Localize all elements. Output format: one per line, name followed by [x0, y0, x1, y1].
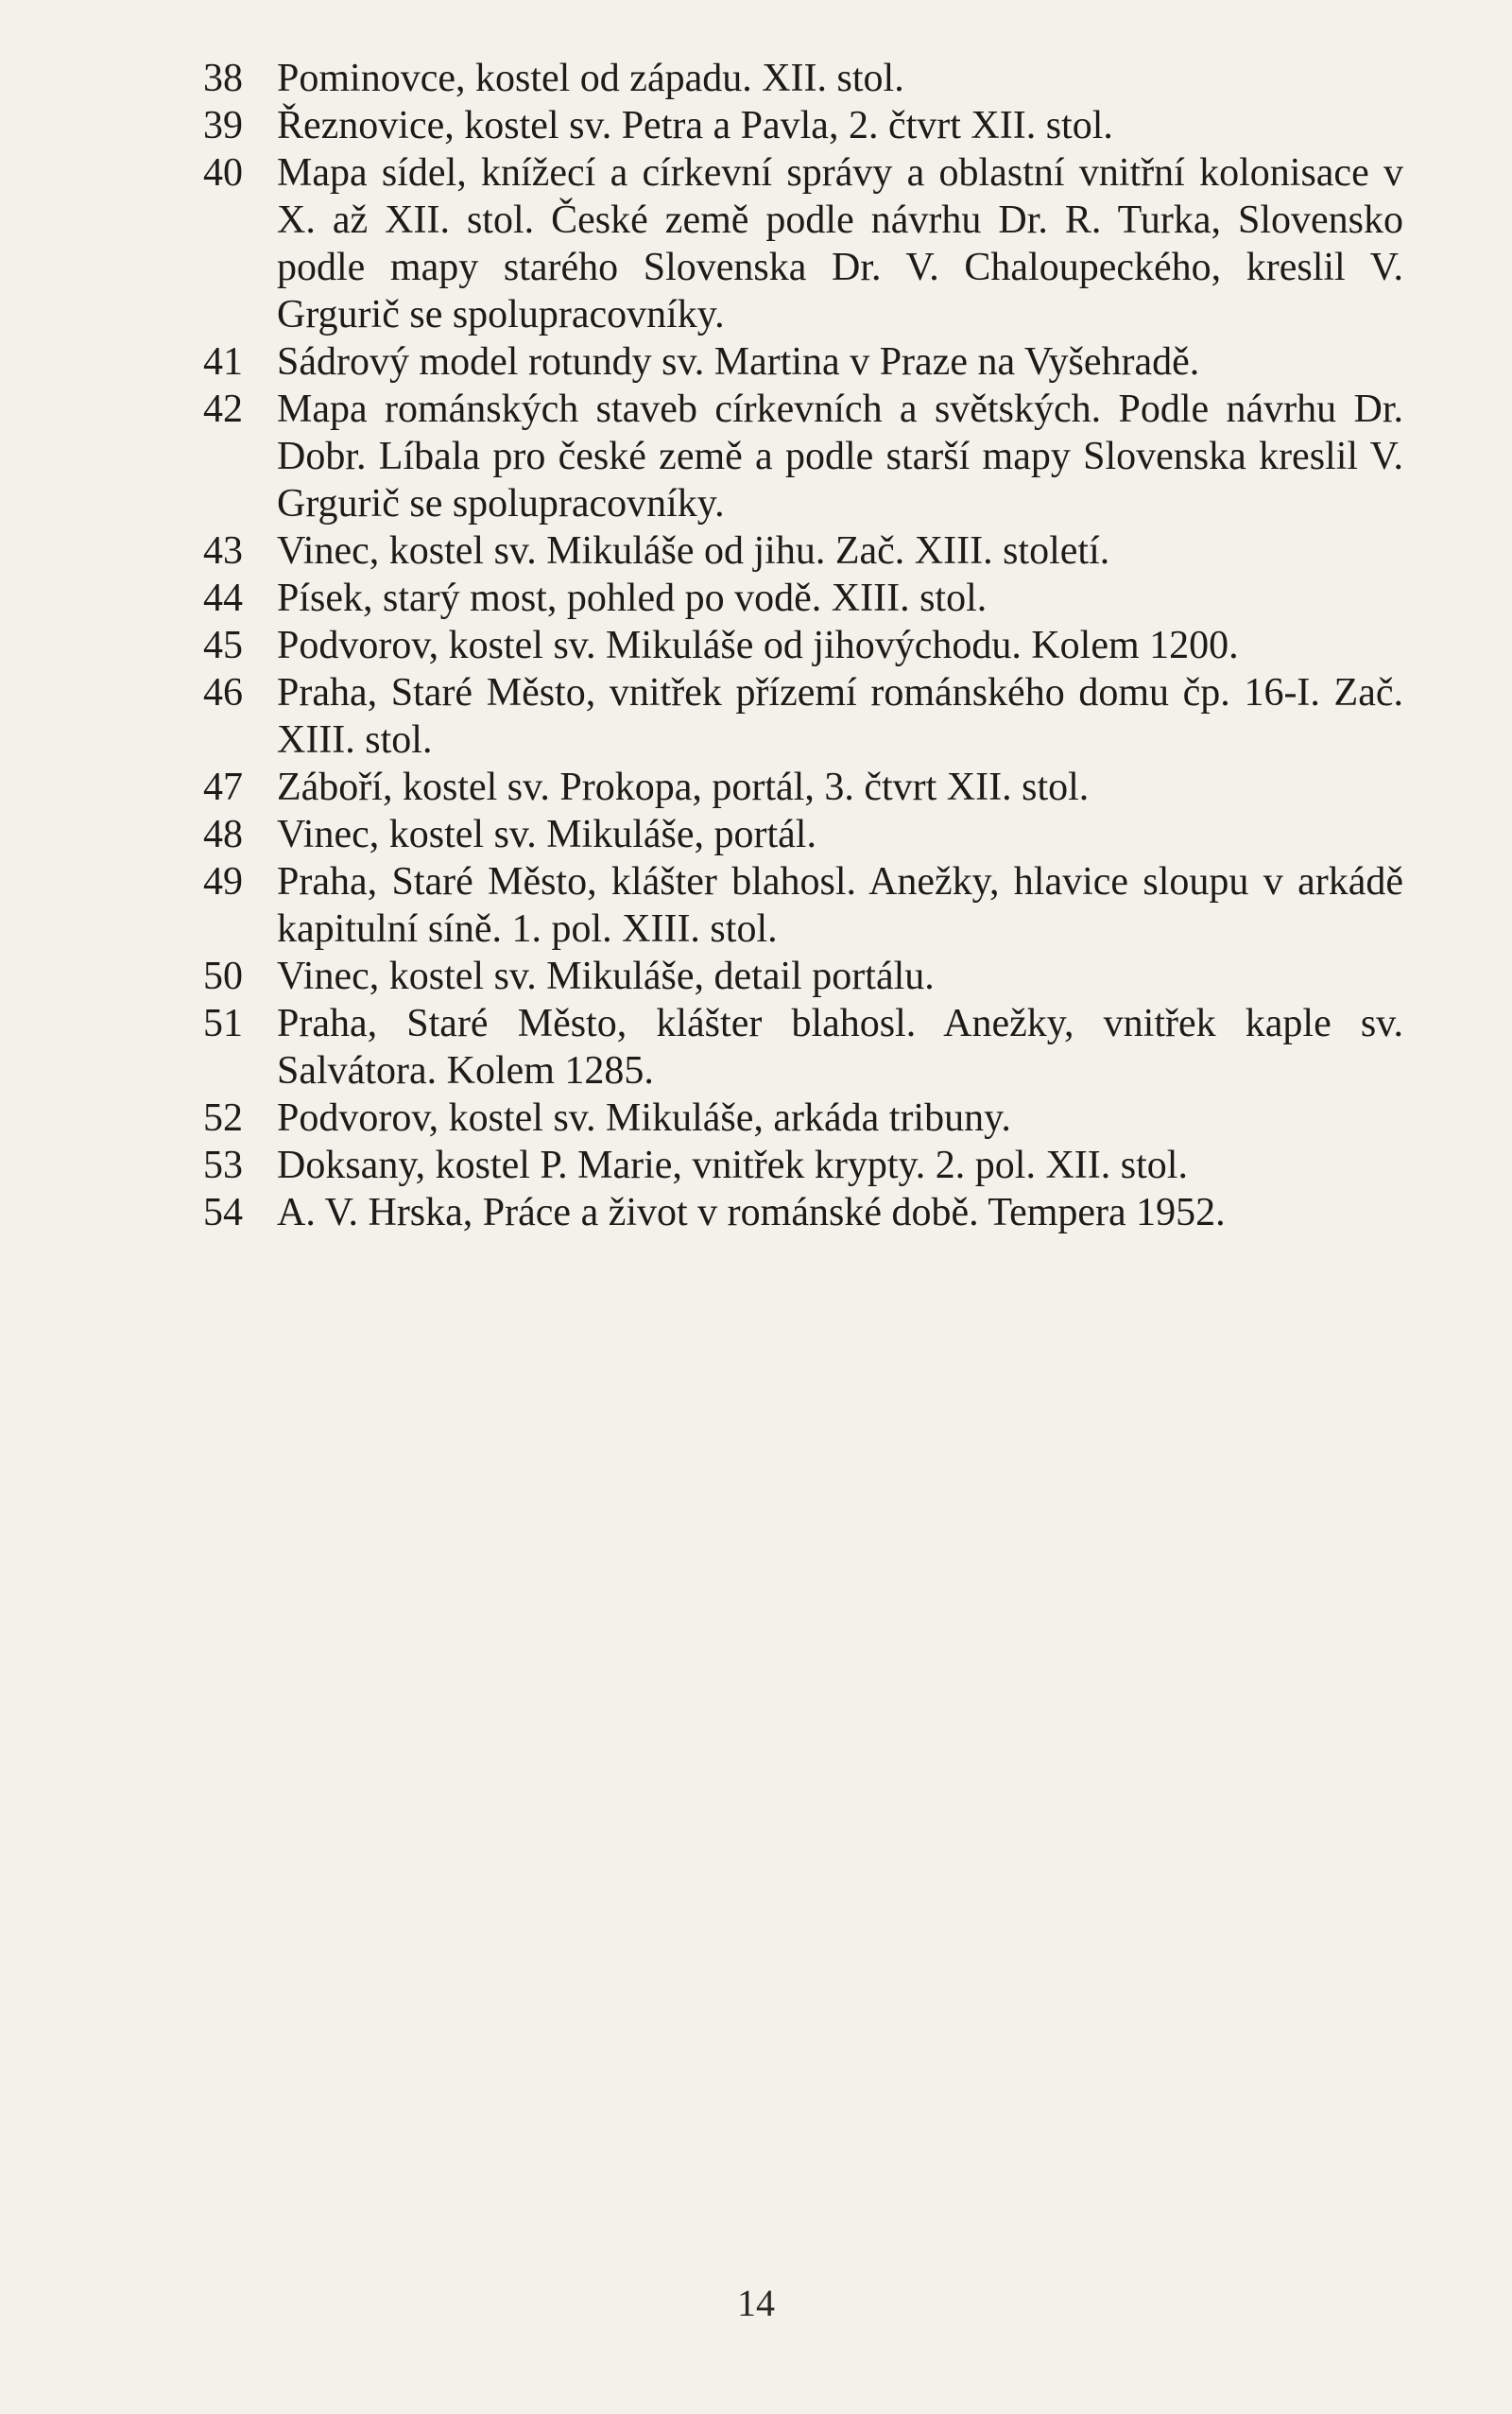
list-item — [203, 669, 1403, 764]
entry-number: 52 — [203, 1096, 243, 1140]
entry-number: 45 — [203, 624, 243, 667]
list-item — [203, 858, 1403, 953]
list-item — [203, 622, 1403, 669]
entry-text: Praha, Staré Město, vnitřek přízemí románského domu čp. 16-I. Zač. XIII. stol. — [277, 671, 1403, 762]
list-item — [203, 1189, 1403, 1236]
entry-number: 48 — [203, 813, 243, 856]
entry-text: Podvorov, kostel sv. Mikuláše, arkáda tribuny. — [277, 1096, 1011, 1140]
entry-text: A. V. Hrska, Práce a život v románské době. Tempera 1952. — [277, 1191, 1226, 1234]
entry-text: Vinec, kostel sv. Mikuláše, detail portálu. — [277, 955, 935, 998]
list-item — [203, 1000, 1403, 1095]
entry-number: 38 — [203, 57, 243, 100]
list-item — [203, 55, 1403, 102]
list-item — [203, 338, 1403, 386]
entry-text: Vinec, kostel sv. Mikuláše, portál. — [277, 813, 816, 856]
list-item — [203, 386, 1403, 527]
entry-text: Sádrový model rotundy sv. Martina v Praze na Vyšehradě. — [277, 340, 1200, 384]
list-item — [203, 764, 1403, 811]
list-item — [203, 527, 1403, 575]
entry-number: 46 — [203, 671, 243, 715]
entry-text: Praha, Staré Město, klášter blahosl. Anežky, hlavice sloupu v arkádě kapitulní síně. 1. pol. XIII. stol. — [277, 860, 1403, 951]
entry-text: Mapa sídel, knížecí a církevní správy a oblastní vnitřní kolonisace v X. až XII. stol. České země podle návrhu Dr. R. Turka, Slovensko podle mapy starého Slovenska Dr. V. Chaloupeckého, kreslil V. Grgurič se spolupracovníky. — [277, 151, 1403, 336]
entry-number: 39 — [203, 104, 243, 147]
entry-number: 41 — [203, 340, 243, 384]
entry-number: 47 — [203, 766, 243, 809]
entry-text: Řeznovice, kostel sv. Petra a Pavla, 2. čtvrt XII. stol. — [277, 104, 1113, 147]
page-number: 14 — [737, 2282, 775, 2324]
entry-text: Doksany, kostel P. Marie, vnitřek krypty. 2. pol. XII. stol. — [277, 1144, 1188, 1187]
entry-text: Záboří, kostel sv. Prokopa, portál, 3. čtvrt XII. stol. — [277, 766, 1090, 809]
list-item — [203, 575, 1403, 622]
entry-number: 49 — [203, 860, 243, 904]
list-item — [203, 953, 1403, 1000]
entry-number: 40 — [203, 151, 243, 195]
entry-text: Písek, starý most, pohled po vodě. XIII. stol. — [277, 577, 988, 620]
entry-text: Vinec, kostel sv. Mikuláše od jihu. Zač. XIII. století. — [277, 529, 1110, 573]
entry-text: Pominovce, kostel od západu. XII. stol. — [277, 57, 904, 100]
entry-number: 43 — [203, 529, 243, 573]
entry-text: Praha, Staré Město, klášter blahosl. Anežky, vnitřek kaple sv. Salvátora. Kolem 1285. — [277, 1002, 1403, 1093]
list-item — [203, 1095, 1403, 1142]
illustration-list — [203, 55, 1403, 1236]
entry-text: Mapa románských staveb církevních a světských. Podle návrhu Dr. Dobr. Líbala pro české země a podle starší mapy Slovenska kreslil V. Grgurič se spolupracovníky. — [277, 388, 1403, 526]
list-item — [203, 1142, 1403, 1189]
entry-number: 54 — [203, 1191, 243, 1234]
entry-number: 53 — [203, 1144, 243, 1187]
list-item — [203, 811, 1403, 858]
entry-text: Podvorov, kostel sv. Mikuláše od jihovýchodu. Kolem 1200. — [277, 624, 1239, 667]
entry-number: 42 — [203, 388, 243, 431]
list-item — [203, 149, 1403, 338]
list-item — [203, 102, 1403, 149]
entry-number: 51 — [203, 1002, 243, 1045]
entry-number: 44 — [203, 577, 243, 620]
entry-number: 50 — [203, 955, 243, 998]
